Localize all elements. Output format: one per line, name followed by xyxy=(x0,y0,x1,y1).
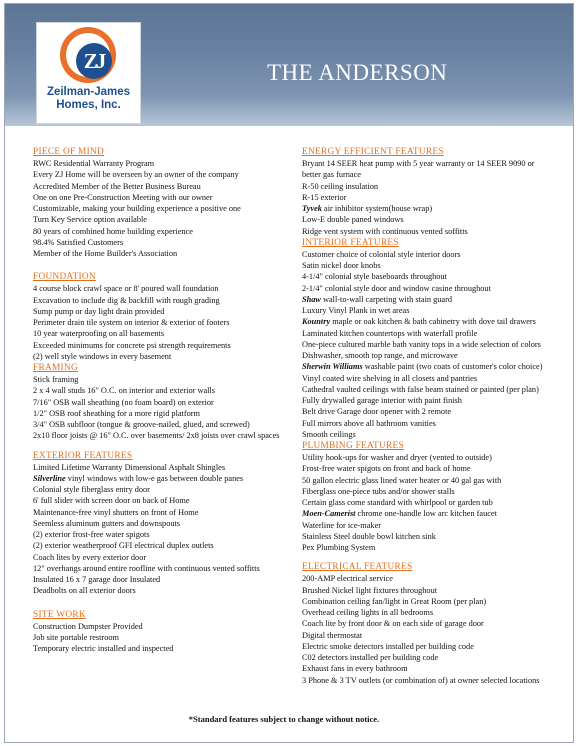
feature-item: Fiberglass one-piece tubs and/or shower stalls xyxy=(302,486,455,496)
feature-item: Coach lite by front door & on each side of garage door xyxy=(302,619,484,629)
feature-text: air inhibitor system(house wrap) xyxy=(321,204,433,213)
feature-item: Satin nickel door knobs xyxy=(302,261,381,270)
feature-item: Ridge vent system with continuous vented soffitts xyxy=(302,226,468,236)
brand-name: Shaw xyxy=(302,294,321,304)
feature-item: Member of the Home Builder's Association xyxy=(33,249,178,258)
feature-item: Excavation to include dig & backfill with rough grading xyxy=(33,295,220,305)
logo-emblem-icon xyxy=(60,27,116,83)
feature-item xyxy=(302,508,564,519)
feature-item: (2) well style windows in every basement xyxy=(33,351,172,361)
feature-item: 7/16" OSB wall sheathing (no foam board) on exterior xyxy=(33,397,214,407)
section-heading-electrical: ELECTRICAL FEATURES xyxy=(302,562,413,573)
feature-item: 4-1/4" colonial style baseboards throughout xyxy=(302,272,447,282)
feature-text: maple or oak kitchen & bath cabinetry with dove tail drawers xyxy=(330,317,536,327)
feature-item: 98.4% Satisfied Customers xyxy=(33,237,124,247)
feature-item: Stainless Steel double bowl kitchen sink xyxy=(302,531,436,541)
feature-item: Belt drive Garage door opener with 2 remote xyxy=(302,407,452,417)
feature-item: Insulated 16 x 7 garage door Insulated xyxy=(33,575,161,584)
feature-item: Luxury Vinyl Plank in wet areas xyxy=(302,306,410,315)
feature-item: Full mirrors above all bathroom vanities xyxy=(302,418,436,428)
feature-item: Construction Dumpster Provided xyxy=(33,621,143,631)
feature-item: Certain glass come standard with whirlpool or garden tub xyxy=(302,498,493,507)
feature-item: Digital thermostat xyxy=(302,630,363,640)
feature-item: Exceeded minimums for concrete psi strength requirements xyxy=(33,340,231,350)
feature-item: Deadbolts on all exterior doors xyxy=(33,586,136,596)
feature-item: Brushed Nickel light fixtures throughout xyxy=(302,585,438,595)
section-heading-piece_of_mind: PIECE OF MIND xyxy=(33,147,105,157)
feature-item: 50 gallon electric glass lined water heater or 40 gal gas with xyxy=(302,475,502,485)
feature-item: Cathedral vaulted ceilings with false beam stained or painted (per plan) xyxy=(302,384,539,394)
feature-item: Laminated kitchen countertops with waterfall profile xyxy=(302,328,478,338)
feature-item: Perimeter drain tile system on interior & exterior of footers xyxy=(33,318,230,327)
brand-name: Sherwin Williams xyxy=(302,362,363,372)
feature-text: wall-to-wall carpeting with stain guard xyxy=(320,294,453,304)
feature-item: 1/2" OSB roof sheathing for a more rigid platform xyxy=(33,408,200,418)
feature-item: Combination ceiling fan/light in Great Room (per plan) xyxy=(302,596,487,606)
feature-item: 2x10 floor joists @ 16" O.C. over basements/ 2x8 joists over crawl spaces xyxy=(33,431,280,441)
feature-item: Job site portable restroom xyxy=(33,632,119,642)
feature-item: (2) exterior weatherproof GFI electrical duplex outlets xyxy=(33,541,214,551)
feature-item: Coach lites by every exterior door xyxy=(33,552,147,562)
logo-monogram: ZJ xyxy=(76,43,112,79)
feature-item: Pex Plumbing System xyxy=(302,543,376,552)
feature-item: Colonial style fiberglass entry door xyxy=(33,485,150,494)
feature-item: Bryant 14 SEER heat pump with 5 year warranty or 14 SEER 9090 or xyxy=(302,159,535,168)
left-column xyxy=(33,146,295,654)
section-heading-plumbing: PLUMBING FEATURES xyxy=(302,441,404,451)
section-heading-framing: FRAMING xyxy=(33,363,78,373)
page-title: THE ANDERSON xyxy=(267,60,448,85)
right-column xyxy=(302,146,564,686)
feature-item: Low-E double paned windows xyxy=(302,215,404,225)
feature-item: (2) exterior frost-free water spigots xyxy=(33,530,150,539)
feature-text: vinyl windows with low-e gas between double panes xyxy=(65,473,244,483)
feature-item: 80 years of combined home building experience xyxy=(33,226,193,236)
feature-item: One on one Pre-Construction Meeting with our owner xyxy=(33,192,213,202)
feature-item: Temporary electric installed and inspected xyxy=(33,644,174,653)
feature-item: 4 course block crawl space or 8' poured wall foundation xyxy=(33,284,219,294)
feature-item: Smooth ceilings xyxy=(302,429,356,439)
feature-item: better gas furnace xyxy=(302,170,361,180)
brand-name: Moen-Camerist xyxy=(302,509,356,519)
feature-item: 3 Phone & 3 TV outlets (or combination of) at owner selected locations xyxy=(302,675,540,685)
feature-item: Customizable, making your building experience a positive one xyxy=(33,204,241,213)
feature-item: 2-1/4" colonial style door and window casine throughout xyxy=(302,283,491,293)
feature-item: Sump pump or day light drain provided xyxy=(33,306,165,316)
feature-item xyxy=(33,473,295,484)
section-heading-energy: ENERGY EFFICIENT FEATURES xyxy=(302,147,444,157)
feature-item: Customer choice of colonial style interior doors xyxy=(302,249,461,259)
feature-item: 2 x 4 wall studs 16" O.C. on interior and exterior walls xyxy=(33,386,215,396)
feature-text: washable paint (two coats of customer's color choice) xyxy=(362,362,543,372)
feature-item: Seemless aluminum gutters and downspouts xyxy=(33,518,181,528)
feature-item: Maintenance-free vinyl shutters on front of Home xyxy=(33,507,199,517)
feature-item: Limited Lifetime Warranty Dimensional Asphalt Shingles xyxy=(33,462,226,472)
section-heading-site: SITE WORK xyxy=(33,609,86,620)
feature-item xyxy=(302,294,564,305)
feature-item: Electric smoke detectors installed per building code xyxy=(302,641,474,651)
section-heading-interior: INTERIOR FEATURES xyxy=(302,237,399,248)
feature-item: Waterline for ice-maker xyxy=(302,520,382,530)
feature-item xyxy=(302,316,564,327)
header-banner xyxy=(5,4,573,126)
feature-item: 200-AMP electrical service xyxy=(302,574,393,584)
section-heading-exterior: EXTERIOR FEATURES xyxy=(33,450,133,461)
feature-item: Dishwasher, smooth top range, and microwave xyxy=(302,351,458,360)
feature-item: R-15 exterior xyxy=(302,192,347,202)
brand-name: Silverline xyxy=(33,473,66,483)
feature-item: 6' full slider with screen door on back of Home xyxy=(33,496,190,506)
feature-item: RWC Residential Warranty Program xyxy=(33,159,155,168)
feature-text: chrome one-handle low arc kitchen faucet xyxy=(355,509,497,519)
feature-item: Overhead ceiling lights in all bedrooms xyxy=(302,608,434,617)
feature-item: Stick framing xyxy=(33,375,79,384)
brand-name: Tyvek xyxy=(302,204,322,213)
feature-item: 3/4" OSB subfloor (tongue & groove-nailed, glued, and screwed) xyxy=(33,420,250,429)
feature-item xyxy=(302,203,564,214)
brand-name: Kountry xyxy=(302,317,331,327)
feature-item: Utility hook-ups for washer and dryer (vented to outside) xyxy=(302,453,492,462)
feature-item: Every ZJ Home will be overseen by an owner of the company xyxy=(33,170,239,180)
feature-item: One-piece cultured marble bath vanity tops in a wide selection of colors xyxy=(302,339,541,349)
section-heading-foundation: FOUNDATION xyxy=(33,272,96,283)
feature-item xyxy=(302,361,564,372)
logo-company-name: Zeilman-James Homes, Inc. xyxy=(46,86,131,111)
feature-item: 12" overhangs around entire roofline with continuous vented soffitts xyxy=(33,563,260,573)
company-logo xyxy=(36,22,141,124)
feature-item: R-50 ceiling insulation xyxy=(302,181,379,191)
feature-item: Exhaust fans in every bathroom xyxy=(302,664,408,674)
feature-item: 10 year waterproofing on all basements xyxy=(33,329,165,339)
feature-item: Vinyl coated wire shelving in all closets and pantries xyxy=(302,373,478,383)
feature-item: Accredited Member of the Better Business Bureau xyxy=(33,181,201,191)
feature-item: Fully drywalled garage interior with paint finish xyxy=(302,396,462,405)
feature-item: C02 detectors installed per building code xyxy=(302,653,439,662)
feature-item: Turn Key Service option available xyxy=(33,215,147,225)
feature-item: Frost-free water spigots on front and back of home xyxy=(302,464,471,474)
disclaimer-footer: *Standard features subject to change without notice. xyxy=(188,714,380,724)
